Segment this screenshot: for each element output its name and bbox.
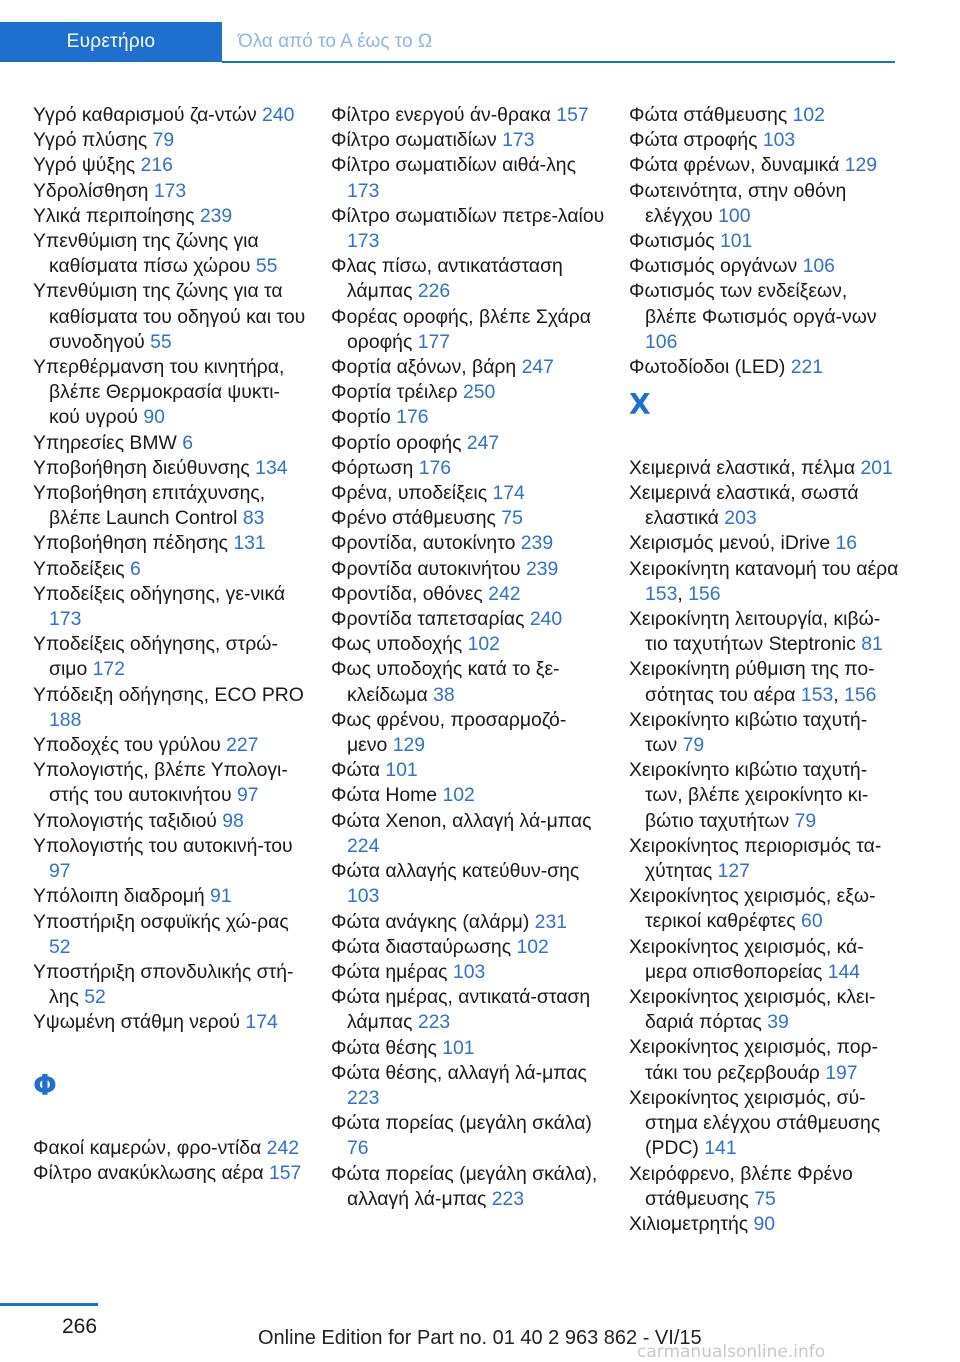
index-entry (33, 1161, 308, 1186)
index-column-1 (33, 103, 308, 1187)
index-entry (629, 481, 899, 531)
page-link[interactable]: 173 (153, 179, 187, 202)
index-entry (331, 960, 606, 985)
index-entry (33, 884, 308, 909)
header-divider (222, 61, 895, 63)
index-term: Φόρτωση (331, 456, 414, 479)
page-link[interactable]: 221 (790, 356, 824, 379)
index-entry (33, 128, 308, 153)
index-term: Φώτα πορείας (μεγάλη σκάλα) (331, 1112, 592, 1135)
index-term: Υποδείξεις (33, 557, 125, 580)
page-link[interactable]: 239 (520, 532, 554, 555)
index-entry (629, 1035, 899, 1085)
index-term: Φώτα φρένων, δυναμικά (629, 154, 840, 177)
index-term: Υπενθύμιση της ζώνης για τα καθίσματα του οδηγού και του συνοδηγού (33, 280, 306, 353)
page-number: 266 (62, 1315, 98, 1338)
page-link[interactable]: 173 (49, 608, 82, 631)
page-link[interactable]: 101 (442, 1036, 475, 1059)
page-link[interactable]: 174 (245, 1011, 278, 1034)
index-term: Υπενθύμιση της ζώνης για καθίσματα πίσω χώρου (33, 230, 259, 278)
page-link[interactable]: 52 (84, 986, 106, 1009)
index-entry (33, 582, 308, 632)
index-entry (33, 481, 308, 531)
index-entry (33, 834, 308, 884)
index-entry (33, 557, 308, 582)
index-entry (331, 531, 606, 556)
page-link[interactable]: 75 (754, 1187, 776, 1210)
index-term: Φροντίδα αυτοκινήτου (331, 557, 521, 580)
index-term: Φως υποδοχής κατά το ξε-κλείδωμα (331, 658, 560, 706)
index-entry (331, 1111, 606, 1161)
index-term: Χειροκίνητη ρύθμιση της πο-σότητας του αέρα (629, 658, 875, 706)
index-term: Φώτα πορείας (μεγάλη σκάλα), αλλαγή λά-μπας (331, 1162, 598, 1210)
page-link[interactable]: 103 (347, 885, 380, 908)
page-link[interactable]: 83 (242, 507, 265, 530)
index-entry (331, 1162, 606, 1212)
index-entry (629, 985, 899, 1035)
index-entry (629, 834, 899, 884)
index-entry (33, 204, 308, 229)
index-entry (331, 481, 606, 506)
index-entry (331, 708, 606, 758)
index-entry (33, 1136, 308, 1161)
page-link[interactable]: 223 (347, 1086, 380, 1109)
index-term: Χειρόφρενο, βλέπε Φρένο στάθμευσης (629, 1162, 853, 1210)
index-entry (33, 103, 308, 128)
page-link[interactable]: 16 (835, 532, 858, 555)
page-link[interactable]: 106 (645, 330, 678, 353)
index-entry (331, 405, 606, 430)
index-entry (33, 758, 308, 808)
index-term: Φορτίο οροφής (331, 431, 462, 454)
index-term: Χειροκίνητος χειρισμός, πορ-τάκι του ρεζερβουάρ (629, 1036, 878, 1084)
page-link[interactable]: 242 (488, 582, 521, 605)
page-link[interactable]: 100 (718, 204, 751, 227)
index-term: Υποβοήθηση επιτάχυνσης, βλέπε Launch Control (33, 482, 266, 530)
index-entry (629, 758, 899, 834)
index-term: Υγρό πλύσης (33, 129, 148, 152)
index-entry (33, 153, 308, 178)
page-link[interactable]: 176 (418, 456, 452, 479)
index-term: Φώτα θέσης, αλλαγή λά-μπας (331, 1061, 587, 1084)
index-entry (331, 1061, 606, 1111)
index-entry (629, 279, 899, 355)
index-entry (331, 607, 606, 632)
page-link[interactable]: 173 (502, 129, 535, 152)
index-entry (331, 985, 606, 1035)
index-entry (331, 632, 606, 657)
page-link[interactable]: 153 (645, 582, 678, 605)
page-link[interactable]: 6 (129, 557, 141, 580)
page-link[interactable]: 55 (150, 330, 172, 353)
index-term: Φίλτρο σωματιδίων αιθά-λης (331, 154, 576, 177)
page-link[interactable]: 247 (521, 356, 554, 379)
page-link[interactable]: 101 (719, 230, 753, 253)
page-link[interactable]: 239 (199, 204, 233, 227)
index-term: Φίλτρο σωματιδίων πετρε-λαίου (331, 204, 605, 227)
index-term: Υψωμένη στάθμη νερού (33, 1011, 241, 1034)
index-entry (629, 456, 899, 481)
index-entry (331, 305, 606, 355)
index-term: Υπερθέρμανση του κινητήρα, βλέπε Θερμοκρασία ψυκτι-κού υγρού (33, 356, 285, 429)
index-term: Φώτα ανάγκης (αλάρμ) (331, 910, 530, 933)
page-link[interactable]: 52 (49, 935, 71, 958)
index-entry (331, 935, 606, 960)
index-term: Υποδοχές του γρύλου (33, 734, 221, 757)
index-entry (331, 128, 606, 153)
tab-a-to-z[interactable]: Όλα από το Α έως το Ω (222, 22, 895, 62)
index-entry (331, 153, 606, 203)
index-term: Χειροκίνητος χειρισμός, κλει-δαριά πόρτας (629, 986, 876, 1034)
page-link[interactable]: 173 (347, 230, 380, 253)
page-link[interactable]: 153 (800, 683, 834, 706)
index-entry (629, 254, 899, 279)
index-entry (331, 859, 606, 909)
index-entry (33, 456, 308, 481)
index-term: Χειροκίνητο κιβώτιο ταχυτή-των (629, 708, 868, 757)
page-link[interactable]: 102 (467, 633, 500, 656)
index-term: Φίλτρο ανακύκλωσης αέρα (33, 1162, 264, 1185)
index-term: Φώτα (331, 759, 380, 782)
page-link[interactable]: 173 (347, 179, 380, 202)
index-term: Χειροκίνητος περιορισμός τα-χύτητας (629, 834, 882, 883)
index-entry (629, 153, 899, 178)
index-entry: Χειροκίνητη κατανομή του αέρα 153, 156 (629, 557, 899, 605)
page-link[interactable]: 79 (794, 809, 817, 832)
index-entry (33, 632, 308, 682)
page-link[interactable]: 242 (266, 1137, 300, 1160)
index-term: Υδρολίσθηση (33, 179, 149, 202)
index-entry (331, 355, 606, 380)
index-term: Φώτα στάθμευσης (629, 104, 788, 126)
page-link[interactable]: 174 (492, 482, 525, 505)
index-term: Φώτα ημέρας (331, 960, 448, 983)
page-link[interactable]: 76 (347, 1137, 369, 1160)
page-link[interactable]: 239 (525, 557, 559, 580)
page-link[interactable]: 103 (452, 960, 486, 983)
index-entry (33, 960, 308, 1010)
page-header (0, 0, 960, 64)
index-term: Φωτισμός οργάνων (629, 255, 798, 278)
page-link[interactable]: 156 (844, 683, 877, 706)
page-link[interactable]: 240 (529, 608, 563, 631)
index-term: Φως υποδοχής (331, 633, 463, 656)
index-term: Χιλιομετρητής (629, 1212, 749, 1235)
index-term: Υποδείξεις οδήγησης, γε-νικά (33, 582, 286, 605)
index-entry (331, 456, 606, 481)
index-entry (331, 910, 606, 935)
index-entry (331, 431, 606, 456)
index-term: Υλικά περιποίησης (33, 204, 195, 227)
index-entry (331, 103, 606, 128)
index-entry (629, 1212, 899, 1237)
page-link[interactable]: 75 (501, 507, 523, 530)
footer-divider (0, 1303, 98, 1306)
index-entry (33, 431, 308, 456)
page-link[interactable]: 129 (844, 154, 878, 177)
page-link[interactable]: 38 (433, 683, 455, 706)
index-entry: Χειροκίνητη ρύθμιση της πο-σότητας του αέρα 153, 156 (629, 658, 877, 706)
section-gap (33, 1111, 308, 1136)
index-term: Φώτα θέσης (331, 1036, 437, 1059)
index-entry (33, 1010, 308, 1035)
index-term: Φροντίδα ταπετσαρίας (331, 608, 525, 631)
index-entry (629, 1086, 899, 1162)
index-term: Φώτα αλλαγής κατεύθυν-σης (331, 860, 580, 883)
index-entry (629, 103, 899, 128)
page-link[interactable]: 203 (724, 507, 757, 530)
index-term: Υπολογιστής, βλέπε Υπολογι-στής του αυτοκινήτου (33, 759, 288, 807)
index-term: Υπολογιστής ταξιδιού (33, 809, 217, 832)
index-term: Υποβοήθηση πέδησης (33, 532, 228, 555)
index-term: Χειμερινά ελαστικά, σωστά ελαστικά (629, 482, 859, 530)
watermark: carmanualsonline.info (637, 1342, 826, 1362)
section-gap (629, 431, 899, 456)
index-term: Φροντίδα, αυτοκίνητο (331, 532, 516, 555)
page-link[interactable]: 79 (152, 129, 175, 152)
index-term: Υποδείξεις οδήγησης, στρώ-σιμο (33, 633, 278, 681)
section-letter: Χ (629, 388, 651, 422)
index-entry (629, 531, 899, 556)
index-term: Χειροκίνητος χειρισμός, κά-μερα οπισθοπορείας (629, 935, 864, 983)
page-link[interactable]: 55 (255, 255, 278, 278)
index-entry (331, 783, 606, 808)
index-term: Υποστήριξη σπονδυλικής στή-λης (33, 960, 294, 1009)
index-term: Χειροκίνητη κατανομή του αέρα (629, 557, 899, 580)
page-link[interactable]: 172 (92, 658, 125, 681)
page-link[interactable]: 127 (717, 860, 750, 883)
page-link[interactable]: 227 (226, 734, 259, 757)
index-term: Φορτίο (331, 406, 391, 429)
page-link[interactable]: 39 (767, 1011, 789, 1034)
section-gap (33, 1036, 308, 1061)
index-entry (629, 128, 899, 153)
index-term: Φίλτρο σωματιδίων (331, 129, 497, 152)
page-link[interactable]: 247 (466, 431, 500, 454)
page-link[interactable]: 79 (682, 734, 705, 757)
index-term: Φρένο στάθμευσης (331, 507, 496, 530)
index-column-3 (629, 103, 899, 1237)
page-link[interactable]: 157 (556, 104, 589, 126)
index-entry (33, 733, 308, 758)
page-link[interactable]: 177 (417, 330, 451, 353)
index-term: Υπολογιστής του αυτοκινή-του (33, 834, 293, 857)
page-link[interactable]: 240 (262, 104, 295, 126)
edition-note: Online Edition for Part no. 01 40 2 963 862 - VI/15 (258, 1327, 702, 1349)
page-link[interactable]: 188 (49, 708, 82, 731)
index-term: Χειρισμός μενού, iDrive (629, 532, 831, 555)
index-entry (331, 254, 606, 304)
index-term: Φωτισμός των ενδείξεων, βλέπε Φωτισμός οργά-νων (629, 280, 877, 328)
page-link[interactable]: 102 (792, 104, 825, 126)
page-link[interactable]: 231 (534, 910, 568, 933)
page-link[interactable]: 134 (255, 456, 288, 479)
index-entry (629, 179, 899, 229)
index-entry (331, 506, 606, 531)
index-term: Φορέας οροφής, βλέπε Σχάρα οροφής (331, 305, 591, 353)
index-entry (33, 531, 308, 556)
index-entry (629, 607, 899, 657)
index-term: Υποστήριξη οσφυϊκής χώ-ρας (33, 910, 289, 933)
page-link[interactable]: 97 (49, 860, 71, 883)
index-term: Χειροκίνητο κιβώτιο ταχυτή-των, βλέπε χειροκίνητο κι-βώτιο ταχυτήτων (629, 759, 869, 832)
index-entry (331, 809, 606, 859)
page-link[interactable]: 157 (268, 1162, 302, 1185)
page-link[interactable]: 250 (462, 381, 496, 404)
index-entry (629, 884, 899, 934)
index-term: Φωτοδίοδοι (LED) (629, 356, 786, 379)
index-term: Φακοί καμερών, φρο-ντίδα (33, 1137, 262, 1160)
page-link[interactable]: 102 (516, 935, 549, 958)
index-term: Φροντίδα, οθόνες (331, 582, 483, 605)
index-entry (33, 683, 308, 733)
page-link[interactable]: 60 (801, 910, 823, 933)
page-link[interactable]: 90 (143, 406, 165, 429)
index-term: Υποβοήθηση διεύθυνσης (33, 456, 250, 479)
index-term: Φλας πίσω, αντικατάσταση λάμπας (331, 255, 563, 303)
index-term: Υπόδειξη οδήγησης, ECO PRO (33, 683, 304, 706)
page-link[interactable]: 106 (802, 255, 835, 278)
index-term: Φώτα Home (331, 784, 438, 807)
page-link[interactable]: 223 (491, 1187, 525, 1210)
index-term: Φορτία αξόνων, βάρη (331, 356, 517, 379)
index-entry (629, 229, 899, 254)
page-link[interactable]: 90 (753, 1212, 776, 1235)
page-link[interactable]: 224 (347, 834, 380, 857)
page-link[interactable]: 102 (442, 784, 475, 807)
index-term: Φώτα Xenon, αλλαγή λά-μπας (331, 809, 592, 832)
page-link[interactable]: 141 (704, 1137, 737, 1160)
page-link[interactable]: 226 (417, 280, 451, 303)
index-entry (629, 355, 899, 380)
index-term: Φώτα στροφής (629, 129, 758, 152)
index-term: Χειροκίνητος χειρισμός, εξω-τερικοί καθρέφτες (629, 885, 876, 933)
page-link[interactable]: 176 (396, 406, 429, 429)
tab-index[interactable]: Ευρετήριο (0, 22, 222, 62)
page-link[interactable]: 201 (860, 456, 893, 479)
index-entry (33, 809, 308, 834)
index-entry (33, 910, 308, 960)
index-term: Φωτισμός (629, 230, 715, 253)
index-term: Φορτία τρέιλερ (331, 381, 458, 404)
page-link[interactable]: 6 (182, 431, 193, 454)
index-entry (33, 179, 308, 204)
index-entry (331, 557, 606, 582)
page-link[interactable]: 98 (222, 809, 244, 832)
index-entry (331, 582, 606, 607)
index-term: Υπόλοιπη διαδρομή (33, 885, 205, 908)
page-link[interactable]: 216 (140, 154, 173, 177)
index-term: Υγρό καθαρισμού ζα-ντών (33, 104, 257, 126)
page-link[interactable]: 97 (236, 784, 259, 807)
index-entry (331, 1036, 606, 1061)
index-entry (629, 708, 899, 758)
page-link[interactable]: 197 (825, 1061, 858, 1084)
index-entry (629, 1162, 899, 1212)
index-term: Φώτα ημέρας, αντικατά-σταση λάμπας (331, 986, 591, 1034)
index-term: Υπηρεσίες BMW (33, 431, 177, 454)
index-term: Φωτεινότητα, στην οθόνη ελέγχου (629, 179, 847, 227)
page-link[interactable]: 101 (385, 759, 418, 782)
index-entry (331, 657, 606, 707)
index-entry (33, 355, 308, 431)
page-link[interactable]: 129 (392, 734, 426, 757)
index-column-2 (331, 103, 606, 1212)
page-link[interactable]: 91 (210, 885, 232, 908)
index-entry (331, 380, 606, 405)
index-term: Φρένα, υποδείξεις (331, 482, 488, 505)
index-term: Χειροκίνητος χειρισμός, σύ-στημα ελέγχου στάθμευσης (PDC) (629, 1086, 881, 1160)
index-term: Χειμερινά ελαστικά, πέλμα (629, 456, 856, 479)
index-entry (629, 935, 899, 985)
page-link[interactable]: 81 (861, 633, 883, 656)
page-link[interactable]: 131 (233, 532, 266, 555)
index-term: Φίλτρο ενεργού άν-θρακα (331, 104, 551, 126)
index-term: Φως φρένου, προσαρμοζό-μενο (331, 708, 567, 757)
page-link[interactable]: 103 (762, 129, 796, 152)
index-entry (33, 229, 308, 279)
index-term: Χειροκίνητη λειτουργία, κιβώ-τιο ταχυτήτων Steptronic (629, 608, 881, 656)
index-entry (331, 758, 606, 783)
index-entry (33, 279, 308, 355)
index-entry (331, 204, 606, 254)
index-term: Φώτα διασταύρωσης (331, 935, 512, 958)
page-link[interactable]: 156 (688, 582, 721, 605)
page-link[interactable]: 223 (417, 1011, 451, 1034)
page-link[interactable]: 144 (827, 960, 861, 983)
index-term: Υγρό ψύξης (33, 154, 136, 177)
section-letter: Φ (33, 1068, 57, 1102)
